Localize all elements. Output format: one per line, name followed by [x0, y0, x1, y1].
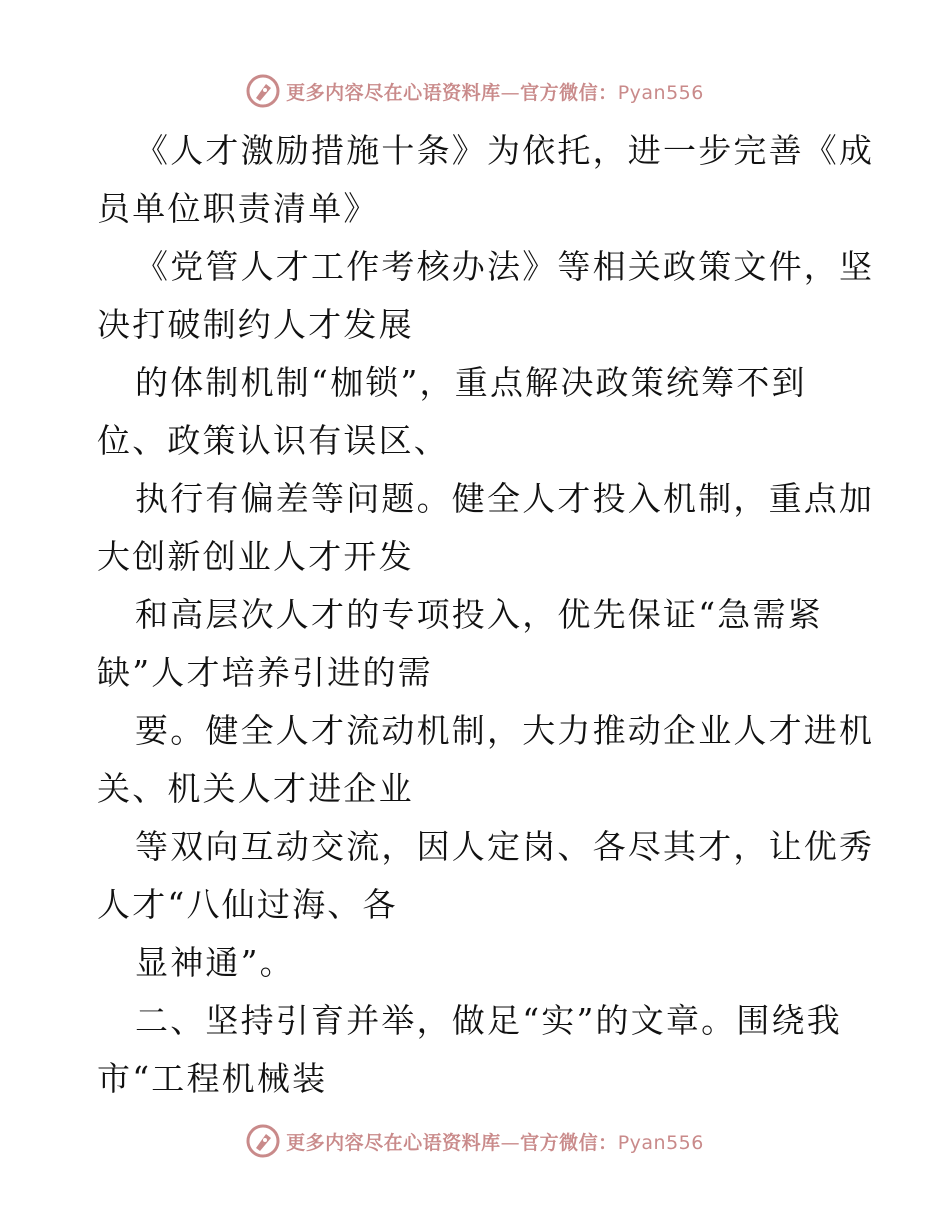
text-line: 关、机关人才进企业 — [97, 769, 414, 808]
watermark-label: 官方微信： — [520, 1131, 618, 1154]
watermark-brand: 更多内容尽在心语资料库 — [286, 1131, 501, 1154]
pen-nib-logo-icon — [246, 1124, 280, 1158]
watermark-text — [286, 1128, 704, 1155]
watermark-brand: 更多内容尽在心语资料库 — [286, 81, 501, 104]
text-line: 员单位职责清单》 — [97, 189, 379, 228]
watermark-handle: Pyan556 — [617, 1131, 704, 1154]
text-line: 决打破制约人才发展 — [97, 305, 414, 344]
watermark-handle: Pyan556 — [617, 81, 704, 104]
watermark-separator: — — [500, 81, 521, 104]
text-line: 显神通”。 — [135, 943, 295, 982]
footer-watermark — [0, 1121, 950, 1161]
text-line: 和高层次人才的专项投入，优先保证“急需紧 — [135, 595, 823, 634]
text-line: 缺”人才培养引进的需 — [97, 653, 433, 692]
pen-nib-logo-icon — [246, 74, 280, 108]
text-line: 执行有偏差等问题。健全人才投入机制，重点加 — [135, 479, 875, 518]
text-line: 的体制机制“枷锁”，重点解决政策统筹不到 — [135, 363, 807, 402]
text-line: 二、坚持引育并举，做足“实”的文章。围绕我 — [135, 1001, 842, 1040]
text-line: 等双向互动交流，因人定岗、各尽其才，让优秀 — [135, 827, 875, 866]
watermark-text — [286, 78, 704, 105]
text-line: 人才“八仙过海、各 — [97, 885, 398, 924]
text-line: 《人才激励措施十条》为依托，进一步完善《成 — [135, 131, 875, 170]
text-line: 位、政策认识有误区、 — [97, 421, 449, 460]
text-line: 《党管人才工作考核办法》等相关政策文件，坚 — [135, 247, 875, 286]
watermark-separator: — — [500, 1131, 521, 1154]
text-line: 大创新创业人才开发 — [97, 537, 414, 576]
document-body — [97, 122, 875, 1108]
text-line: 要。健全人才流动机制，大力推动企业人才进机 — [135, 711, 875, 750]
text-line: 市“工程机械装 — [97, 1059, 328, 1098]
header-watermark — [0, 71, 950, 111]
watermark-label: 官方微信： — [520, 81, 618, 104]
